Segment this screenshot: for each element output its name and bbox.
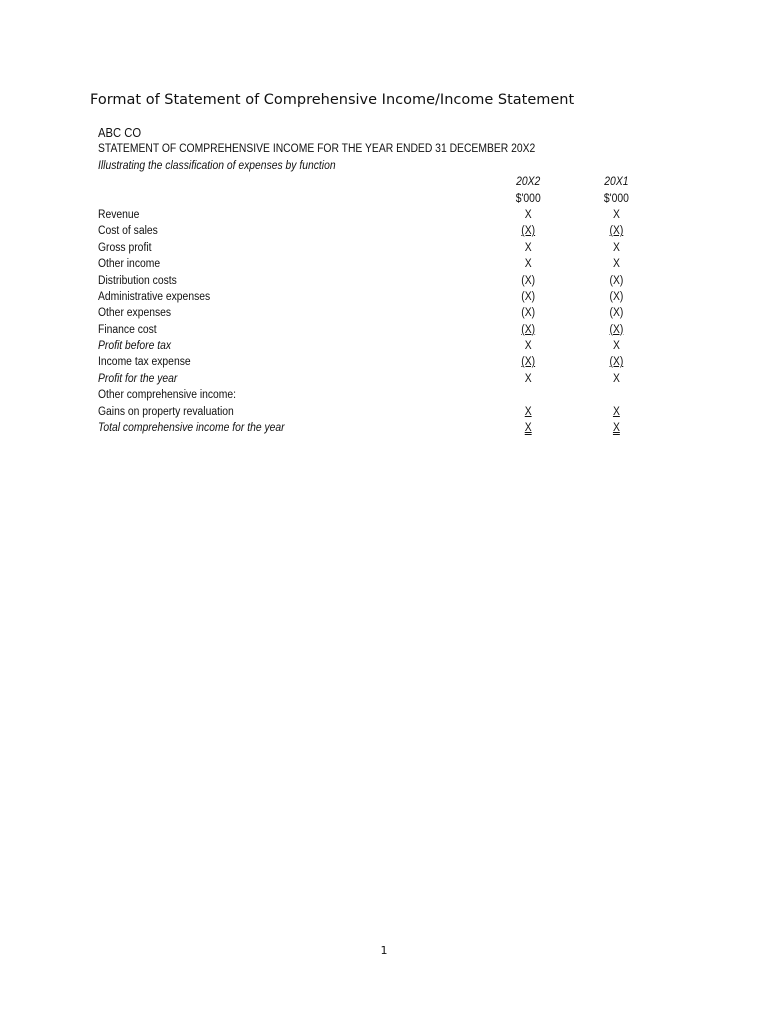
value-20x1: X xyxy=(612,372,620,385)
statement-row xyxy=(98,338,620,354)
value-20x1: (X) xyxy=(609,356,624,369)
row-label: Profit for the year xyxy=(98,372,178,385)
value-20x2: (X) xyxy=(521,323,536,336)
statement-rows xyxy=(98,207,624,436)
statement-row xyxy=(98,305,624,321)
statement-row xyxy=(98,387,566,403)
value-20x1: (X) xyxy=(609,225,624,238)
value-20x2: (X) xyxy=(521,274,536,287)
statement-row xyxy=(98,207,620,223)
column-year-row xyxy=(98,174,629,190)
statement-row xyxy=(98,240,620,256)
row-label: Other comprehensive income: xyxy=(98,389,237,402)
column-unit-20x1: $'000 xyxy=(603,192,629,205)
value-20x2: X xyxy=(524,208,532,221)
value-20x1: (X) xyxy=(609,290,624,303)
value-20x2: X xyxy=(524,258,532,271)
value-20x1: X xyxy=(612,241,620,254)
statement-row xyxy=(98,223,624,239)
column-year-20x2: 20X2 xyxy=(516,176,541,189)
value-20x2: (X) xyxy=(521,225,536,238)
value-20x2: X xyxy=(524,405,532,418)
statement-row xyxy=(98,354,624,370)
row-label: Other expenses xyxy=(98,307,172,320)
column-unit-20x2: $'000 xyxy=(515,192,541,205)
row-label: Income tax expense xyxy=(98,356,191,369)
value-20x1: (X) xyxy=(609,307,624,320)
value-20x2: X xyxy=(524,422,532,435)
statement-row xyxy=(98,256,620,272)
value-20x1: X xyxy=(612,340,620,353)
value-20x2: (X) xyxy=(521,356,536,369)
row-label: Gains on property revaluation xyxy=(98,405,234,418)
row-label: Revenue xyxy=(98,208,140,221)
value-20x1: (X) xyxy=(609,323,624,336)
statement-subheading: Illustrating the classification of expenses by function xyxy=(98,159,336,172)
row-label: Distribution costs xyxy=(98,274,177,287)
row-label: Profit before tax xyxy=(98,340,172,353)
value-20x2: X xyxy=(524,340,532,353)
value-20x2: X xyxy=(524,372,532,385)
value-20x2: (X) xyxy=(521,307,536,320)
statement-heading: STATEMENT OF COMPREHENSIVE INCOME FOR THE YEAR ENDED 31 DECEMBER 20X2 xyxy=(98,143,536,156)
statement-row xyxy=(98,420,620,436)
statement-row xyxy=(98,289,624,305)
statement-row xyxy=(98,322,624,338)
column-year-20x1: 20X1 xyxy=(604,176,629,189)
value-20x1: X xyxy=(612,258,620,271)
value-20x1: X xyxy=(612,405,620,418)
document-title: Format of Statement of Comprehensive Income/Income Statement xyxy=(90,92,575,108)
column-unit-row xyxy=(98,191,629,207)
row-label: Gross profit xyxy=(98,241,152,254)
value-20x1: X xyxy=(612,208,620,221)
statement-row xyxy=(98,404,620,420)
value-20x2: X xyxy=(524,241,532,254)
row-label: Finance cost xyxy=(98,323,157,336)
row-label: Other income xyxy=(98,258,161,271)
row-label: Total comprehensive income for the year xyxy=(98,422,285,435)
income-statement xyxy=(98,125,629,436)
company-name: ABC CO xyxy=(98,126,142,140)
value-20x1: X xyxy=(612,422,620,435)
value-20x1: (X) xyxy=(609,274,624,287)
page-number: 1 xyxy=(380,944,388,957)
value-20x2: (X) xyxy=(521,290,536,303)
statement-row xyxy=(98,371,620,387)
statement-row xyxy=(98,273,624,289)
row-label: Administrative expenses xyxy=(98,290,211,303)
row-label: Cost of sales xyxy=(98,225,158,238)
